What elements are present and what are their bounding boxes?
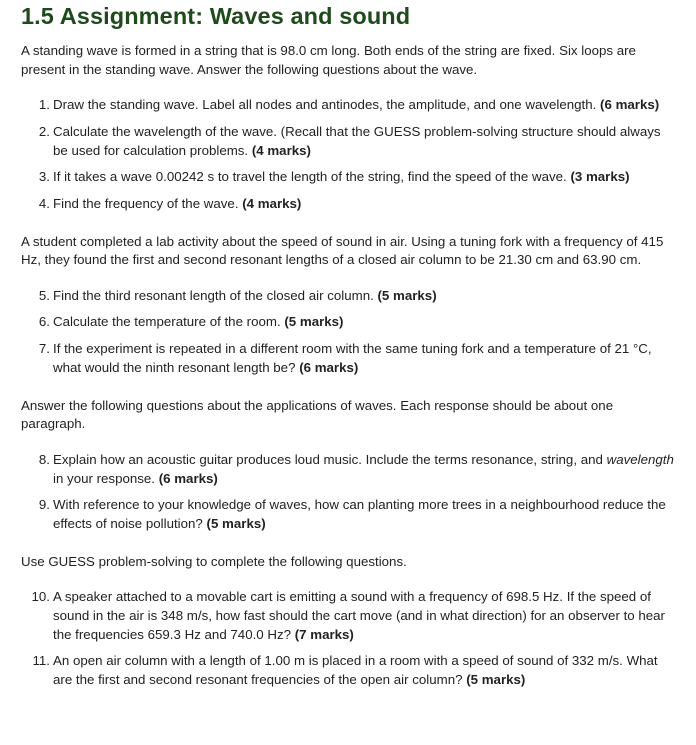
question-text: Calculate the temperature of the room.: [53, 314, 281, 330]
question-marks: (5 marks): [206, 515, 266, 531]
question-number: 6.: [38, 314, 50, 330]
question-marks: (4 marks): [251, 142, 311, 158]
question-number: 5.: [38, 287, 50, 303]
question-list-resonance: [21, 287, 676, 378]
question-marks: (5 marks): [284, 314, 344, 330]
question-item: [21, 96, 676, 115]
question-item: [21, 313, 676, 332]
question-number: 4.: [38, 195, 50, 211]
question-text: Explain how an acoustic guitar produces loud music. Include the terms resonance, string, and: [53, 451, 603, 467]
question-text-tail: in your response.: [53, 470, 155, 486]
question-marks: (5 marks): [377, 287, 437, 303]
question-item: [21, 496, 676, 534]
guess-intro: Use GUESS problem-solving to complete the following questions.: [21, 553, 407, 569]
question-text: An open air column with a length of 1.00 m is placed in a room with a speed of sound of 332 m/s. What are the first and second resonant frequencies of the open air column?: [53, 653, 658, 688]
question-number: 11.: [32, 653, 50, 669]
question-number: 8.: [38, 451, 50, 467]
question-marks: (6 marks): [158, 470, 218, 486]
page-title: 1.5 Assignment: Waves and sound: [21, 3, 411, 29]
question-item: [21, 123, 676, 161]
question-text: Calculate the wavelength of the wave. (Recall that the GUESS problem-solving structure should always be used for calculation problems.: [53, 123, 661, 158]
question-number: 10.: [31, 589, 50, 605]
question-marks: (5 marks): [466, 672, 526, 688]
question-number: 7.: [38, 340, 50, 356]
question-marks: (6 marks): [600, 97, 660, 113]
question-marks: (6 marks): [299, 359, 359, 375]
applications-intro: Answer the following questions about the applications of waves. Each response should be about one paragraph.: [21, 397, 614, 432]
question-item: [21, 451, 676, 489]
question-italic-term: wavelength: [606, 451, 674, 467]
question-item: [21, 340, 676, 378]
question-number: 2.: [38, 123, 50, 139]
question-item: [21, 652, 676, 690]
question-marks: (3 marks): [570, 169, 630, 185]
question-list-applications: [21, 451, 676, 534]
question-text: A speaker attached to a movable cart is emitting a sound with a frequency of 698.5 Hz. If the speed of sound in the air is 348 m/s, how fast should the cart move (and in what direction) for an observer to hear the frequencies 659.3 Hz and 740.0 Hz?: [53, 589, 665, 642]
question-text: Find the third resonant length of the closed air column.: [53, 287, 374, 303]
question-marks: (7 marks): [294, 626, 354, 642]
question-marks: (4 marks): [242, 195, 302, 211]
question-text: Find the frequency of the wave.: [53, 195, 239, 211]
question-text: If it takes a wave 0.00242 s to travel the length of the string, find the speed of the wave.: [53, 169, 567, 185]
question-list-standing-wave: [21, 96, 676, 213]
question-item: [21, 287, 676, 306]
question-text: If the experiment is repeated in a different room with the same tuning fork and a temperature of 21 °C, what would the ninth resonant length be?: [53, 340, 652, 375]
question-list-guess: [21, 588, 676, 690]
question-text: Draw the standing wave. Label all nodes and antinodes, the amplitude, and one wavelength.: [53, 97, 597, 113]
question-number: 9.: [38, 497, 50, 513]
lab-activity-intro: A student completed a lab activity about the speed of sound in air. Using a tuning fork with a frequency of 415 Hz, they found the first and second resonant lengths of a closed air column to be 21.30 cm and 63.90 cm.: [21, 233, 664, 268]
question-number: 3.: [38, 169, 50, 185]
standing-wave-intro: A standing wave is formed in a string that is 98.0 cm long. Both ends of the string are fixed. Six loops are present in the standing wave. Answer the following questions about the wave.: [21, 43, 636, 77]
question-text: With reference to your knowledge of waves, how can planting more trees in a neighbourhood reduce the effects of noise pollution?: [53, 497, 666, 531]
question-number: 1.: [38, 97, 50, 113]
question-item: [21, 168, 676, 187]
question-item: [21, 195, 676, 214]
question-item: [21, 588, 676, 644]
